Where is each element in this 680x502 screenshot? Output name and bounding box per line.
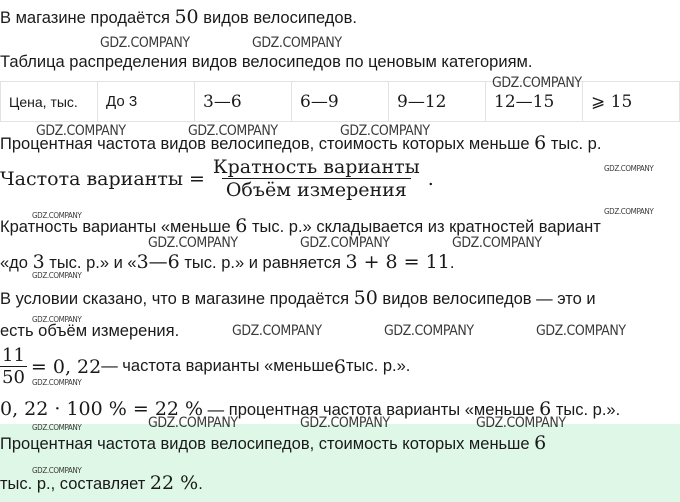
table-cell: 6—9: [292, 82, 389, 122]
formula-fraction: $\frac{\text{Кратность варианты}}{\text{Объём измерения}}$: [212, 156, 420, 201]
watermark: GDZ.COMPANY: [476, 415, 566, 431]
watermark: GDZ.COMPANY: [32, 378, 82, 387]
problem-statement: В магазине продаётся 50 видов велосипедов.: [0, 6, 357, 28]
question-line: Процентная частота видов велосипедов, стоимость которых меньше 6 тыс. р.: [0, 132, 602, 154]
percent-calculation: 0, 22 · 100 % = 22 % — процентная частота варианты «меньше 6 тыс. р.».: [0, 398, 621, 420]
frequency-calculation: $\frac{11}{50}$ = 0, 22 — частота варианты «меньше 6 тыс. р.».: [2, 345, 411, 388]
explanation-line: есть объём измерения.: [0, 322, 180, 340]
watermark: GDZ.COMPANY: [452, 235, 542, 251]
watermark: GDZ.COMPANY: [32, 466, 82, 475]
watermark: GDZ.COMPANY: [492, 75, 582, 91]
watermark: GDZ.COMPANY: [36, 123, 126, 139]
answer-box: [0, 424, 680, 502]
watermark: GDZ.COMPANY: [148, 235, 238, 251]
watermark: GDZ.COMPANY: [604, 207, 654, 216]
watermark: GDZ.COMPANY: [340, 123, 430, 139]
watermark: GDZ.COMPANY: [100, 35, 190, 51]
table-cell: 12—15: [486, 82, 583, 122]
explanation-line: Кратность варианты «меньше 6 тыс. р.» складывается из кратностей вариант: [0, 215, 601, 237]
table-cell: 9—12: [389, 82, 486, 122]
watermark: GDZ.COMPANY: [300, 415, 390, 431]
answer-line: Процентная частота видов велосипедов, стоимость которых меньше 6: [0, 432, 547, 454]
watermark: GDZ.COMPANY: [536, 323, 626, 339]
table-caption: Таблица распределения видов велосипедов по ценовым категориям.: [0, 53, 533, 71]
watermark: GDZ.COMPANY: [384, 323, 474, 339]
table-cell: ⩾ 15: [583, 82, 680, 122]
watermark: GDZ.COMPANY: [252, 35, 342, 51]
watermark: GDZ.COMPANY: [32, 211, 82, 220]
table-header-cell: Цена, тыс.: [1, 82, 98, 122]
watermark: GDZ.COMPANY: [188, 123, 278, 139]
watermark: GDZ.COMPANY: [604, 164, 654, 173]
watermark: GDZ.COMPANY: [32, 423, 82, 432]
watermark: GDZ.COMPANY: [32, 315, 82, 324]
explanation-line: «до 3 тыс. р.» и «3—6 тыс. р.» и равняется 3 + 8 = 11.: [0, 251, 455, 273]
table-cell: До 3: [98, 82, 195, 122]
answer-line: тыс. р., составляет 22 %.: [0, 472, 203, 494]
explanation-line: В условии сказано, что в магазине продаётся 50 видов велосипедов — это и: [0, 287, 596, 309]
frequency-formula: Частота варианты = $\frac{\text{Кратность варианты}}{\text{Объём измерения}}$ .: [0, 156, 434, 201]
result-fraction: $\frac{11}{50}$: [2, 345, 25, 388]
watermark: GDZ.COMPANY: [232, 323, 322, 339]
table-cell: 3—6: [195, 82, 292, 122]
watermark: GDZ.COMPANY: [148, 415, 238, 431]
watermark: GDZ.COMPANY: [32, 271, 82, 280]
watermark: GDZ.COMPANY: [300, 235, 390, 251]
